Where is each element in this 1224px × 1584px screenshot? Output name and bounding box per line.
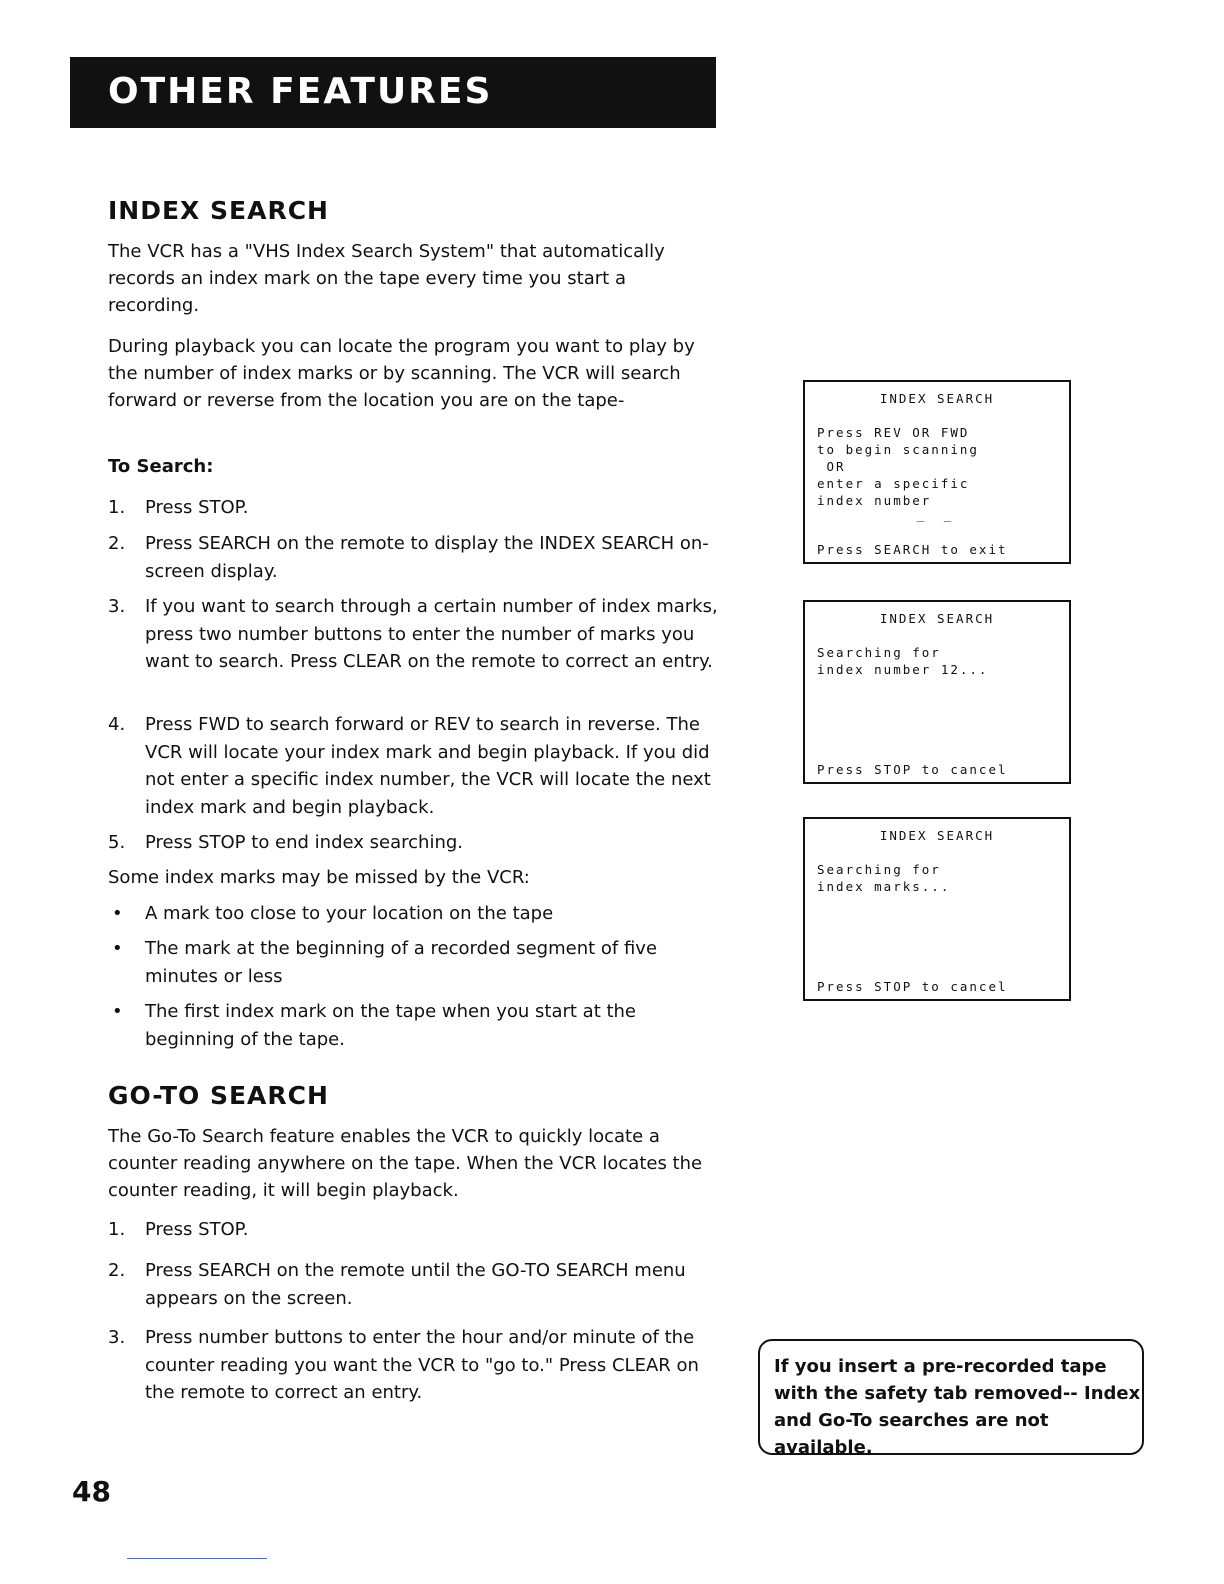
step-text: Press SEARCH on the remote until the GO-TO SEARCH menu appears on the screen. xyxy=(145,1260,686,1309)
note-line: and Go-To searches are not available. xyxy=(774,1410,1049,1458)
step-number: 1. xyxy=(108,497,126,518)
osd-index-search-start xyxy=(803,380,1071,564)
index-step-3 xyxy=(108,593,722,676)
osd-body: Searching for index marks... xyxy=(817,862,951,894)
bullet-icon: • xyxy=(112,903,123,924)
step-text: Press STOP. xyxy=(145,1219,249,1240)
section-title: OTHER FEATURES xyxy=(108,71,493,112)
step-number: 3. xyxy=(108,1327,126,1348)
index-step-1 xyxy=(108,494,722,522)
index-search-heading: INDEX SEARCH xyxy=(108,196,329,225)
bullet-text: The mark at the beginning of a recorded segment of five minutes or less xyxy=(145,938,658,987)
missed-mark-bullet xyxy=(108,998,722,1053)
bullet-icon: • xyxy=(112,1001,123,1022)
section-banner xyxy=(70,57,716,128)
index-step-2 xyxy=(108,530,722,585)
osd-title: INDEX SEARCH xyxy=(879,611,995,626)
safety-tab-note xyxy=(758,1339,1144,1458)
missed-mark-bullet xyxy=(108,935,722,990)
osd-index-entry-dashes: _ _ xyxy=(916,507,958,522)
goto-search-heading: GO-TO SEARCH xyxy=(108,1081,329,1110)
step-number: 3. xyxy=(108,596,126,617)
osd-footer: Press SEARCH to exit xyxy=(817,542,1008,557)
goto-step-2 xyxy=(108,1257,722,1312)
step-text: Press SEARCH on the remote to display the INDEX SEARCH on-screen display. xyxy=(145,533,709,582)
bullet-text: The first index mark on the tape when you start at the beginning of the tape. xyxy=(145,1001,637,1050)
osd-footer: Press STOP to cancel xyxy=(817,762,1008,777)
step-text: Press number buttons to enter the hour and/or minute of the counter reading you want the VCR to "go to." Press CLEAR on the remote to correct an entry. xyxy=(145,1327,699,1403)
osd-title: INDEX SEARCH xyxy=(879,391,995,406)
note-line: If you insert a pre-recorded tape xyxy=(774,1356,1107,1377)
missed-marks-intro: Some index marks may be missed by the VCR: xyxy=(108,867,530,888)
osd-footer: Press STOP to cancel xyxy=(817,979,1008,994)
index-step-5 xyxy=(108,829,722,857)
osd-title: INDEX SEARCH xyxy=(879,828,995,843)
step-number: 2. xyxy=(108,533,126,554)
page-number: 48 xyxy=(72,1475,111,1508)
missed-mark-bullet xyxy=(108,900,722,928)
index-search-playback-text: During playback you can locate the program you want to play by the number of index marks or by scanning. The VCR will search forward or reverse from the location you are on the tape- xyxy=(108,336,695,411)
step-text: Press FWD to search forward or REV to search in reverse. The VCR will locate your index mark and begin playback. If you did not enter a specific index number, the VCR will locate the next index mark and begin playback. xyxy=(145,714,711,818)
index-step-4 xyxy=(108,711,722,821)
step-text: Press STOP. xyxy=(145,497,249,518)
footer-divider xyxy=(127,1558,267,1559)
step-number: 1. xyxy=(108,1219,126,1240)
goto-search-intro: The Go-To Search feature enables the VCR to quickly locate a counter reading anywhere on the tape. When the VCR locates the counter reading, it will begin playback. xyxy=(108,1126,703,1201)
step-number: 2. xyxy=(108,1260,126,1281)
osd-index-search-number xyxy=(803,600,1071,784)
goto-step-1 xyxy=(108,1216,722,1244)
step-text: Press STOP to end index searching. xyxy=(145,832,463,853)
to-search-subheading: To Search: xyxy=(108,456,214,477)
osd-body: Searching for index number 12... xyxy=(817,645,989,677)
osd-index-search-marks xyxy=(803,817,1071,1001)
note-line: with the safety tab removed-- Index xyxy=(774,1383,1141,1404)
bullet-icon: • xyxy=(112,938,123,959)
step-number: 4. xyxy=(108,714,126,735)
goto-step-3 xyxy=(108,1324,722,1407)
step-text: If you want to search through a certain number of index marks, press two number buttons to enter the number of marks you want to search. Press CLEAR on the remote to correct an entry. xyxy=(145,596,718,672)
step-number: 5. xyxy=(108,832,126,853)
osd-body: Press REV OR FWD to begin scanning OR enter a specific index number xyxy=(817,425,979,508)
bullet-text: A mark too close to your location on the tape xyxy=(145,903,554,924)
index-search-intro: The VCR has a "VHS Index Search System" that automatically records an index mark on the tape every time you start a recording. xyxy=(108,241,665,316)
